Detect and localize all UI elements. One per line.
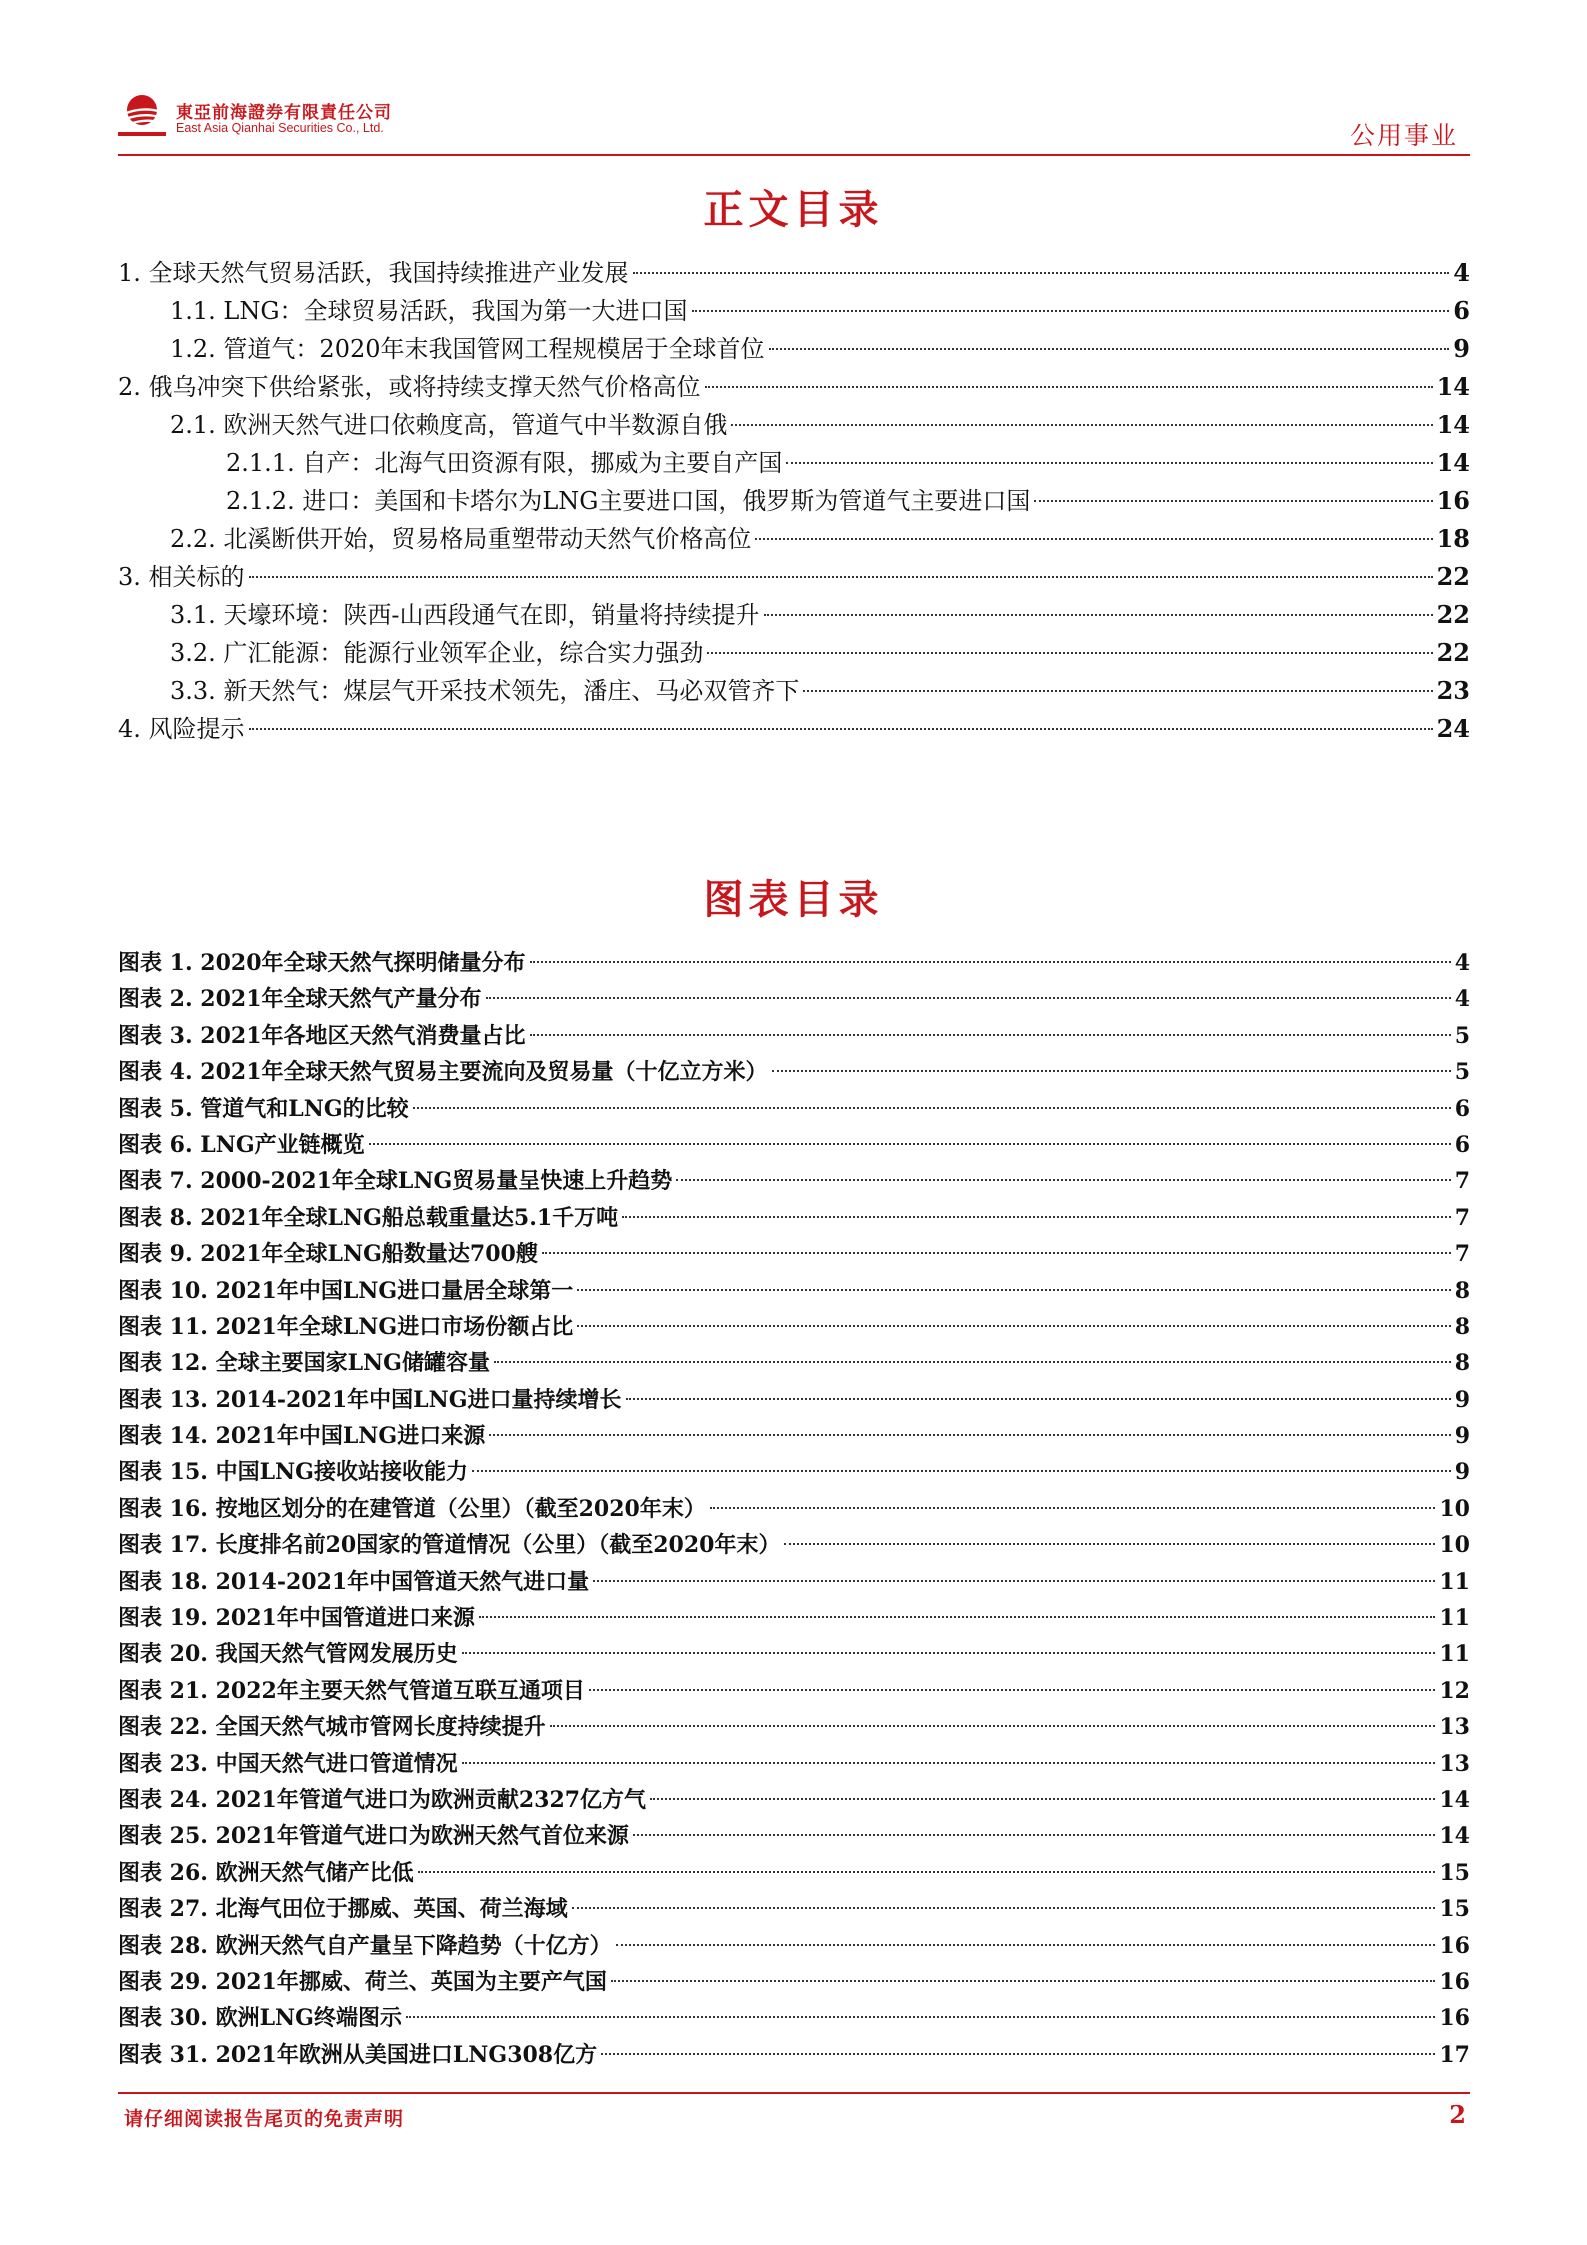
toc-entry[interactable] <box>118 406 1470 444</box>
toc-entry[interactable] <box>118 368 1470 406</box>
figure-entry[interactable] <box>118 1600 1470 1636</box>
figure-entry[interactable] <box>118 2000 1470 2036</box>
figure-entry-label: 图表 14. 2021年中国LNG进口来源 <box>118 1423 486 1450</box>
toc-entry-page: 4 <box>1453 258 1470 287</box>
leader-dots <box>542 1252 1451 1254</box>
figure-entry[interactable] <box>118 1564 1470 1600</box>
leader-dots <box>650 1798 1435 1800</box>
figure-entry-label: 图表 9. 2021年全球LNG船数量达700艘 <box>118 1241 538 1268</box>
figure-entry-label: 图表 6. LNG产业链概览 <box>118 1131 365 1158</box>
figure-entry-page: 5 <box>1454 1059 1470 1086</box>
toc-entry[interactable] <box>118 520 1470 558</box>
figure-entry[interactable] <box>118 1236 1470 1272</box>
toc-entry-label: 2. 俄乌冲突下供给紧张，或将持续支撑天然气价格高位 <box>118 373 701 401</box>
figure-entry[interactable] <box>118 945 1470 981</box>
leader-dots <box>731 424 1432 426</box>
figure-entry-page: 9 <box>1454 1423 1470 1450</box>
leader-dots <box>601 2053 1435 2055</box>
toc-entry-label: 3.1. 天壕环境：陕西-山西段通气在即，销量将持续提升 <box>170 601 760 629</box>
figure-entry[interactable] <box>118 1891 1470 1927</box>
figure-entry-page: 8 <box>1454 1350 1470 1377</box>
leader-dots <box>550 1725 1436 1727</box>
toc-entry[interactable] <box>118 482 1470 520</box>
leader-dots <box>462 1652 1436 1654</box>
figure-entry-label: 图表 7. 2000-2021年全球LNG贸易量呈快速上升趋势 <box>118 1168 673 1195</box>
leader-dots <box>676 1179 1450 1181</box>
leader-dots <box>489 1434 1450 1436</box>
leader-dots <box>772 1070 1451 1072</box>
page-number: 2 <box>1449 2100 1466 2129</box>
leader-dots <box>633 272 1450 274</box>
figure-entry-label: 图表 3. 2021年各地区天然气消费量占比 <box>118 1022 526 1049</box>
figure-entry-label: 图表 4. 2021年全球天然气贸易主要流向及贸易量（十亿立方米） <box>118 1059 768 1086</box>
disclaimer-note: 请仔细阅读报告尾页的免责声明 <box>124 2108 405 2130</box>
leader-dots <box>472 1470 1451 1472</box>
figure-entry-label: 图表 16. 按地区划分的在建管道（公里）（截至2020年末） <box>118 1495 706 1522</box>
leader-dots <box>577 1289 1450 1291</box>
leader-dots <box>784 1543 1435 1545</box>
leader-dots <box>786 462 1432 464</box>
figure-entry-page: 12 <box>1439 1677 1470 1704</box>
figure-entry-label: 图表 21. 2022年主要天然气管道互联互通项目 <box>118 1677 585 1704</box>
figure-entry-page: 13 <box>1439 1750 1470 1777</box>
figure-entry-page: 15 <box>1439 1859 1470 1886</box>
toc-entry[interactable] <box>118 710 1470 748</box>
figure-entry-label: 图表 19. 2021年中国管道进口来源 <box>118 1605 475 1632</box>
leader-dots <box>616 1944 1436 1946</box>
leader-dots <box>764 614 1433 616</box>
figure-entry-label: 图表 29. 2021年挪威、荷兰、英国为主要产气国 <box>118 1968 607 1995</box>
toc-entry[interactable] <box>118 292 1470 330</box>
figure-entry[interactable] <box>118 1673 1470 1709</box>
figure-entry-page: 7 <box>1454 1168 1470 1195</box>
footer-divider <box>118 2092 1470 2094</box>
figure-entry[interactable] <box>118 1709 1470 1745</box>
figure-entry[interactable] <box>118 1018 1470 1054</box>
toc-list <box>118 254 1470 748</box>
figure-entry[interactable] <box>118 2037 1470 2073</box>
figure-entry-page: 17 <box>1439 2041 1470 2068</box>
figure-entry-label: 图表 28. 欧洲天然气自产量呈下降趋势（十亿方） <box>118 1932 612 1959</box>
figures-list <box>118 945 1470 2073</box>
leader-dots <box>486 997 1451 999</box>
figure-entry-page: 14 <box>1439 1786 1470 1813</box>
figure-entry-label: 图表 20. 我国天然气管网发展历史 <box>118 1641 458 1668</box>
figure-entry[interactable] <box>118 1491 1470 1527</box>
leader-dots <box>369 1143 1451 1145</box>
figure-entry-page: 6 <box>1454 1131 1470 1158</box>
figure-entry[interactable] <box>118 1163 1470 1199</box>
figure-entry[interactable] <box>118 1273 1470 1309</box>
toc-entry-page: 24 <box>1436 714 1470 743</box>
leader-dots <box>611 1980 1436 1982</box>
figure-entry-label: 图表 24. 2021年管道气进口为欧洲贡献2327亿方气 <box>118 1786 647 1813</box>
toc-entry[interactable] <box>118 558 1470 596</box>
page-header <box>118 88 1470 154</box>
leader-dots <box>479 1616 1436 1618</box>
leader-dots <box>626 1398 1451 1400</box>
toc-entry[interactable] <box>118 596 1470 634</box>
leader-dots <box>803 690 1432 692</box>
figure-entry-label: 图表 26. 欧洲天然气储产比低 <box>118 1859 414 1886</box>
toc-entry-page: 18 <box>1436 524 1470 553</box>
leader-dots <box>572 1907 1436 1909</box>
toc-entry-page: 16 <box>1436 486 1470 515</box>
figure-entry[interactable] <box>118 1818 1470 1854</box>
figure-entry[interactable] <box>118 1309 1470 1345</box>
figure-entry-page: 4 <box>1454 950 1470 976</box>
figure-entry-page: 11 <box>1439 1641 1470 1668</box>
figure-entry-label: 图表 2. 2021年全球天然气产量分布 <box>118 986 482 1013</box>
figure-entry-label: 图表 15. 中国LNG接收站接收能力 <box>118 1459 468 1486</box>
toc-entry-page: 23 <box>1436 676 1470 705</box>
figure-entry-label: 图表 5. 管道气和LNG的比较 <box>118 1095 409 1122</box>
leader-dots <box>705 386 1433 388</box>
figure-entry-label: 图表 30. 欧洲LNG终端图示 <box>118 2005 402 2032</box>
figure-entry-page: 8 <box>1454 1313 1470 1340</box>
figure-entry-label: 图表 13. 2014-2021年中国LNG进口量持续增长 <box>118 1386 622 1413</box>
figure-entry-label: 图表 25. 2021年管道气进口为欧洲天然气首位来源 <box>118 1823 629 1850</box>
figure-entry[interactable] <box>118 1746 1470 1782</box>
figure-entry-page: 6 <box>1454 1095 1470 1122</box>
leader-dots <box>530 961 1451 963</box>
figure-entry[interactable] <box>118 1091 1470 1127</box>
leader-dots <box>589 1689 1436 1691</box>
figure-entry[interactable] <box>118 1964 1470 2000</box>
toc-entry-label: 1.1. LNG：全球贸易活跃，我国为第一大进口国 <box>170 297 688 325</box>
figure-entry-page: 16 <box>1439 1968 1470 1995</box>
toc-entry-label: 4. 风险提示 <box>118 715 245 743</box>
figure-entry-page: 5 <box>1454 1022 1470 1049</box>
toc-entry[interactable] <box>118 634 1470 672</box>
toc-entry-label: 3.3. 新天然气：煤层气开采技术领先，潘庄、马必双管齐下 <box>170 677 800 705</box>
leader-dots <box>249 576 1433 578</box>
figure-entry-page: 16 <box>1439 1932 1470 1959</box>
company-logo-icon <box>118 88 182 148</box>
leader-dots <box>593 1580 1435 1582</box>
toc-entry-page: 22 <box>1436 638 1470 667</box>
toc-entry-label: 3.2. 广汇能源：能源行业领军企业，综合实力强劲 <box>170 639 704 667</box>
toc-entry-page: 14 <box>1436 410 1470 439</box>
figure-entry[interactable] <box>118 1127 1470 1163</box>
toc-entry[interactable] <box>118 254 1470 292</box>
leader-dots <box>413 1107 1451 1109</box>
leader-dots <box>494 1361 1451 1363</box>
toc-entry-page: 6 <box>1453 296 1470 325</box>
figure-entry[interactable] <box>118 1527 1470 1563</box>
figure-entry-label: 图表 31. 2021年欧洲从美国进口LNG308亿方 <box>118 2041 598 2068</box>
toc-entry-label: 1.2. 管道气：2020年末我国管网工程规模居于全球首位 <box>170 335 765 363</box>
figure-entry-page: 7 <box>1454 1241 1470 1268</box>
figure-entry-label: 图表 27. 北海气田位于挪威、英国、荷兰海域 <box>118 1896 568 1923</box>
toc-entry[interactable] <box>118 330 1470 368</box>
toc-entry-page: 22 <box>1436 562 1470 591</box>
figure-entry-page: 11 <box>1439 1568 1470 1595</box>
leader-dots <box>530 1034 1451 1036</box>
figure-entry-page: 13 <box>1439 1714 1470 1741</box>
toc-title: 正文目录 <box>703 186 884 233</box>
figure-entry[interactable] <box>118 1782 1470 1818</box>
company-name-en: East Asia Qianhai Securities Co., Ltd. <box>176 121 384 135</box>
leader-dots <box>462 1762 1436 1764</box>
leader-dots <box>418 1871 1436 1873</box>
toc-entry[interactable] <box>118 672 1470 710</box>
leader-dots <box>1034 500 1432 502</box>
sector-label: 公用事业 <box>1349 121 1458 150</box>
toc-entry-label: 3. 相关标的 <box>118 563 245 591</box>
figure-entry-page: 4 <box>1454 986 1470 1013</box>
figure-entry-page: 9 <box>1454 1459 1470 1486</box>
figure-entry-label: 图表 12. 全球主要国家LNG储罐容量 <box>118 1350 490 1377</box>
toc-entry-label: 2.1. 欧洲天然气进口依赖度高，管道气中半数源自俄 <box>170 411 728 439</box>
figure-entry[interactable] <box>118 1855 1470 1891</box>
company-name-cn: 東亞前海證券有限責任公司 <box>176 103 392 123</box>
toc-entry-label: 2.2. 北溪断供开始，贸易格局重塑带动天然气价格高位 <box>170 525 752 553</box>
figure-entry[interactable] <box>118 1636 1470 1672</box>
figure-entry[interactable] <box>118 1928 1470 1964</box>
leader-dots <box>633 1834 1436 1836</box>
figure-entry-label: 图表 11. 2021年全球LNG进口市场份额占比 <box>118 1313 574 1340</box>
toc-entry-label: 2.1.1. 自产：北海气田资源有限，挪威为主要自产国 <box>226 449 783 477</box>
header-divider <box>118 154 1470 156</box>
toc-entry-page: 9 <box>1453 334 1470 363</box>
figure-entry-page: 14 <box>1439 1823 1470 1850</box>
figure-entry[interactable] <box>118 1382 1470 1418</box>
figure-entry-label: 图表 23. 中国天然气进口管道情况 <box>118 1750 458 1777</box>
figure-entry-page: 8 <box>1454 1277 1470 1304</box>
figures-title: 图表目录 <box>703 876 884 923</box>
figure-entry-label: 图表 22. 全国天然气城市管网长度持续提升 <box>118 1714 546 1741</box>
figure-entry-label: 图表 17. 长度排名前20国家的管道情况（公里）（截至2020年末） <box>118 1532 781 1559</box>
figure-entry-page: 10 <box>1439 1495 1470 1522</box>
figure-entry-page: 11 <box>1439 1605 1470 1632</box>
figure-entry-label: 图表 10. 2021年中国LNG进口量居全球第一 <box>118 1277 574 1304</box>
figure-entry-page: 7 <box>1454 1204 1470 1231</box>
leader-dots <box>692 310 1450 312</box>
figure-entry-label: 图表 1. 2020年全球天然气探明储量分布 <box>118 950 526 976</box>
figure-entry[interactable] <box>118 1200 1470 1236</box>
leader-dots <box>710 1507 1436 1509</box>
leader-dots <box>769 348 1450 350</box>
leader-dots <box>707 652 1432 654</box>
leader-dots <box>249 728 1433 730</box>
figure-entry-page: 16 <box>1439 2005 1470 2032</box>
figure-entry[interactable] <box>118 1454 1470 1490</box>
figure-entry[interactable] <box>118 981 1470 1017</box>
toc-entry[interactable] <box>118 444 1470 482</box>
toc-entry-page: 14 <box>1436 372 1470 401</box>
figure-entry[interactable] <box>118 1054 1470 1090</box>
figure-entry-label: 图表 18. 2014-2021年中国管道天然气进口量 <box>118 1568 590 1595</box>
figure-entry-page: 10 <box>1439 1532 1470 1559</box>
leader-dots <box>755 538 1432 540</box>
leader-dots <box>406 2016 1435 2018</box>
toc-entry-label: 1. 全球天然气贸易活跃，我国持续推进产业发展 <box>118 259 629 287</box>
leader-dots <box>577 1325 1450 1327</box>
figure-entry-page: 9 <box>1454 1386 1470 1413</box>
figure-entry-page: 15 <box>1439 1896 1470 1923</box>
toc-entry-label: 2.1.2. 进口：美国和卡塔尔为LNG主要进口国，俄罗斯为管道气主要进口国 <box>226 487 1031 515</box>
figure-entry[interactable] <box>118 1418 1470 1454</box>
figure-entry[interactable] <box>118 1345 1470 1381</box>
toc-entry-page: 22 <box>1436 600 1470 629</box>
figure-entry-label: 图表 8. 2021年全球LNG船总载重量达5.1千万吨 <box>118 1204 619 1231</box>
toc-entry-page: 14 <box>1436 448 1470 477</box>
leader-dots <box>622 1216 1451 1218</box>
